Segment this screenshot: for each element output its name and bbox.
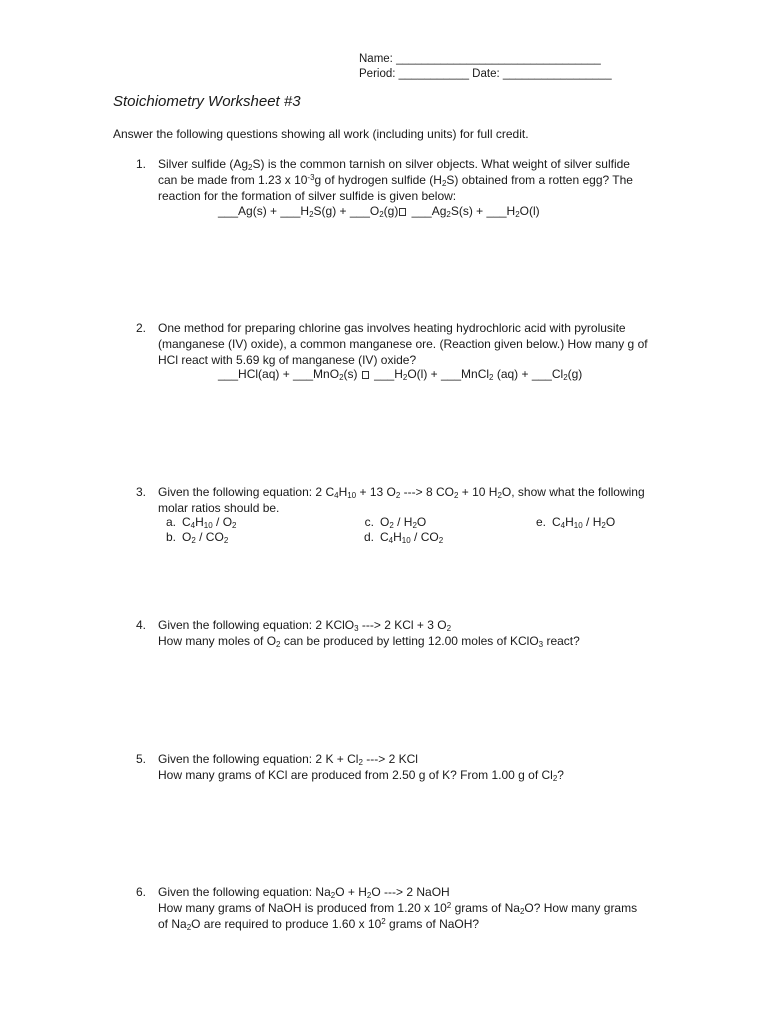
question-3-option-c [356, 514, 426, 530]
question-5-text: How many grams of KCl are produced from 2.50 g of K? From 1.00 g of $Cl_2$? [158, 768, 564, 783]
worksheet-title: Stoichiometry Worksheet #3 [113, 93, 301, 110]
question-1-equation: ___Ag(s) + $\_\_\_H_2S(g)$ + $\_\_\_O_2(g)$ $\_\_\_Ag_2S(s)$ + $\_\_\_H_2O(l)$ [218, 204, 540, 219]
question-3-text: Given the following equation: 2 $C_4H_{10} + 13$ $O_2$ ---> 8 $CO_2 + 10$ $H_2O$, show what the following molar ratios should be. [158, 485, 645, 515]
question-3-option-b [158, 529, 228, 545]
question-1-text: Silver sulfide $(Ag_2S)$ is the common tarnish on silver objects. What weight of silver sulfide can be made from 1.23 x $10^{-3}g$ of hydrogen sulfide $(H_2S)$ obtained from a rotten egg? The reaction for the formation of silver sulfide is given below: [158, 157, 633, 203]
question-1-number: 1. [135, 157, 146, 171]
question-6-text: How many grams of NaOH is produced from 1.20 x $10^2$ grams of $Na_2O$? How many grams of $Na_2O$ are required to produce 1.60 x $10^2$ grams of NaOH? [158, 901, 638, 932]
option-text: $C_4H_{10} / CO_2$ [380, 530, 444, 545]
option-letter: b. [165, 530, 176, 544]
question-4-number: 4. [135, 618, 146, 632]
option-text: $C_4H_{10} / O_2$ [182, 515, 237, 530]
option-letter: e. [535, 515, 546, 529]
question-2-text: One method for preparing chlorine gas involves heating hydrochloric acid with pyrolusite (manganese (IV) oxide), a common manganese ore. (Reaction given below.) How many g of HCl react with 5.69 kg of manganese (IV) oxide? [158, 321, 648, 367]
option-letter: c. [364, 515, 374, 529]
question-3-number: 3. [135, 485, 146, 499]
question-3-option-e [528, 514, 615, 530]
question-4-equation: Given the following equation: 2 KClO$_3$ ---> 2 KCl + 3 $O_2$ [158, 618, 452, 633]
question-5-number: 5. [135, 752, 146, 766]
name-field-line: Name: ________________________________ [359, 53, 601, 65]
question-3-option-d [356, 529, 443, 545]
instructions-text: Answer the following questions showing all work (including units) for full credit. [113, 127, 529, 141]
question-4-text: How many moles of $O_2$ can be produced by letting 12.00 moles of KClO$_3$ react? [158, 634, 580, 649]
option-text: $C_4H_{10} / H_2O$ [552, 515, 616, 530]
question-3-option-a [158, 514, 237, 530]
question-2-equation: ___HCl(aq) + ___MnO$_2$(s) $\_\_\_H_2O(l)$ + ___MnCl$_2$ $(aq) + \_\_\_Cl_2(g)$ [218, 367, 583, 382]
question-6-equation: Given the following equation: $Na_2O + H_2O$ ---> 2 NaOH [158, 885, 450, 900]
option-letter: d. [363, 530, 374, 544]
question-5-equation: Given the following equation: 2 $K + Cl_2$ ---> 2 KCl [158, 752, 418, 767]
question-6-number: 6. [135, 885, 146, 899]
option-text: $O_2 / H_2O$ [380, 515, 427, 530]
option-letter: a. [165, 515, 176, 529]
period-date-line: Period: ___________ Date: _________________ [359, 68, 612, 80]
option-text: $O_2 / CO_2$ [182, 530, 229, 545]
question-2-number: 2. [135, 321, 146, 335]
